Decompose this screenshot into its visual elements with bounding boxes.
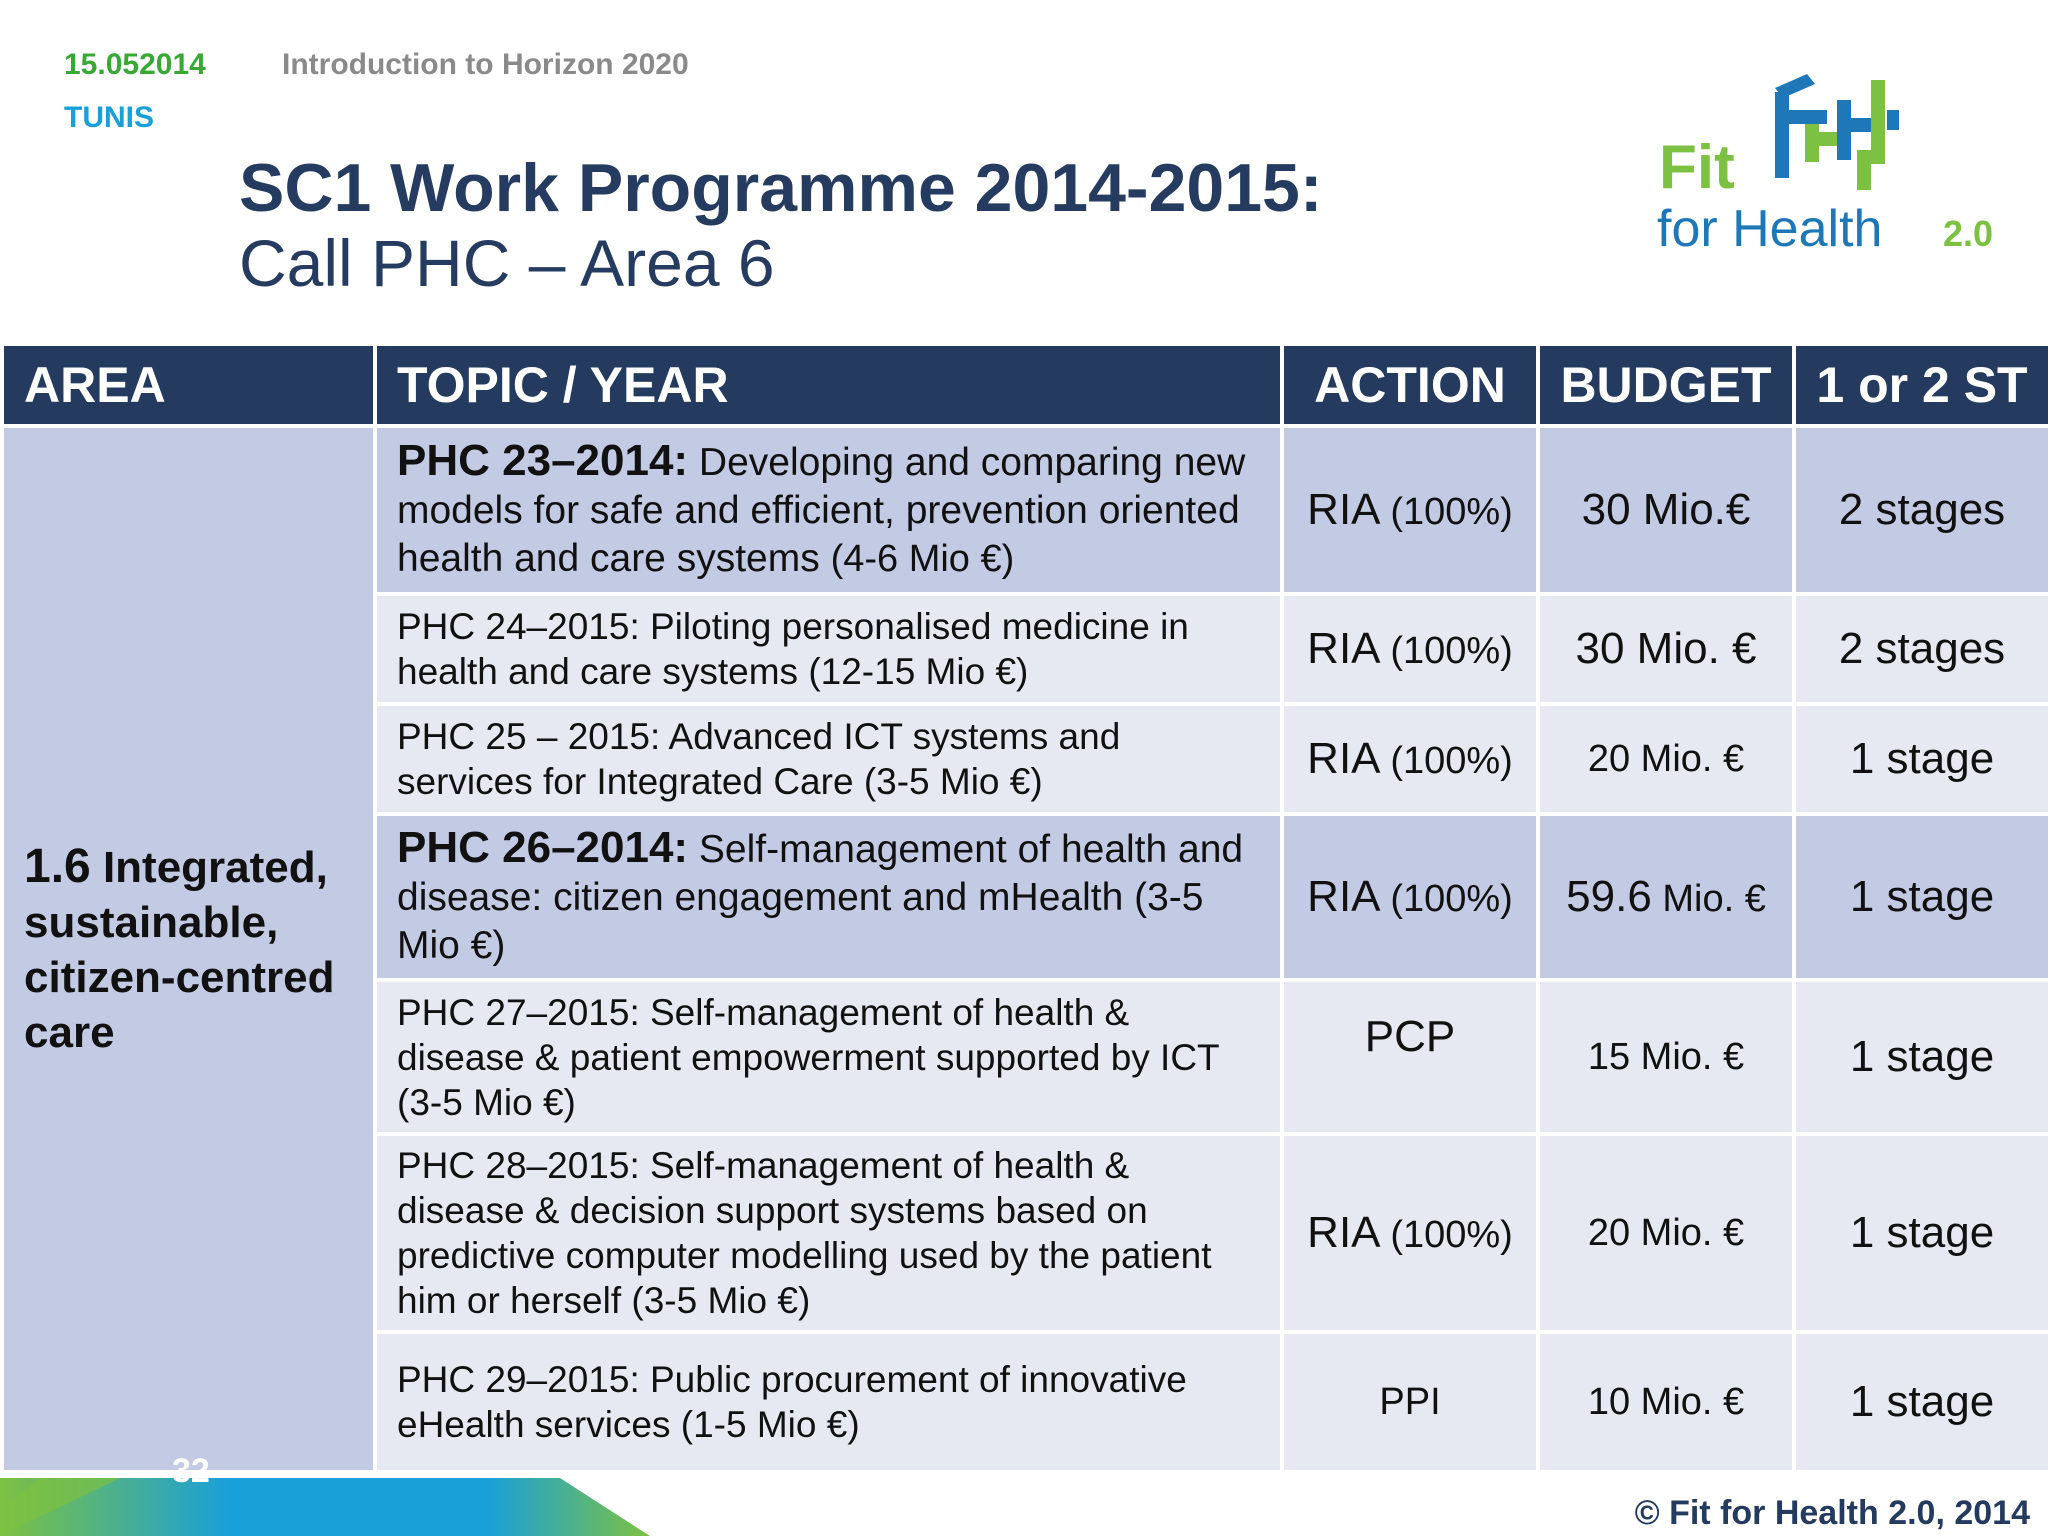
- slide-subtitle: Call PHC – Area 6: [239, 226, 775, 300]
- action-cell: RIA (100%): [1282, 594, 1538, 704]
- header-stages: 1 or 2 ST: [1794, 344, 2048, 426]
- header-topic-year: TOPIC / YEAR: [375, 344, 1282, 426]
- budget-cell: 15 Mio. €: [1538, 980, 1794, 1134]
- slide-title: SC1 Work Programme 2014-2015:: [239, 150, 1323, 226]
- action-cell: PPI: [1282, 1332, 1538, 1472]
- action-cell: RIA (100%): [1282, 1134, 1538, 1332]
- stages-cell: 2 stages: [1794, 426, 2048, 594]
- topic-cell: PHC 23–2014: Developing and comparing new models for safe and efficient, prevention oriented health and care systems (4-6 Mio €): [375, 426, 1282, 594]
- stages-cell: 1 stage: [1794, 704, 2048, 814]
- budget-cell: 20 Mio. €: [1538, 1134, 1794, 1332]
- stages-cell: 1 stage: [1794, 1134, 2048, 1332]
- work-programme-table: [0, 342, 2048, 1474]
- topic-cell: PHC 26–2014: Self-management of health and disease: citizen engagement and mHealth (3-5 Mio €): [375, 814, 1282, 980]
- slide-city: TUNIS: [64, 101, 154, 134]
- topic-cell: PHC 27–2015: Self-management of health & disease & patient empowerment supported by ICT (3-5 Mio €): [375, 980, 1282, 1134]
- page-number: 32: [172, 1452, 210, 1490]
- slide-subject: Introduction to Horizon 2020: [282, 48, 689, 81]
- logo-for-health-text: for Health: [1657, 200, 1883, 258]
- topic-cell: PHC 25 – 2015: Advanced ICT systems and services for Integrated Care (3-5 Mio €): [375, 704, 1282, 814]
- copyright-notice: © Fit for Health 2.0, 2014: [1634, 1494, 2030, 1532]
- logo-version-text: 2.0: [1943, 213, 1994, 254]
- fh-mark-icon: [1775, 74, 1899, 190]
- action-cell: PCP: [1282, 980, 1538, 1134]
- topic-cell: PHC 29–2015: Public procurement of innovative eHealth services (1-5 Mio €): [375, 1332, 1282, 1472]
- svg-text:for Health: [1657, 200, 1882, 258]
- table-row: [2, 426, 2048, 594]
- stages-cell: 1 stage: [1794, 980, 2048, 1134]
- action-cell: RIA (100%): [1282, 704, 1538, 814]
- header-budget: BUDGET: [1538, 344, 1794, 426]
- stages-cell: 2 stages: [1794, 594, 2048, 704]
- logo-fit-text: Fit: [1659, 133, 1735, 202]
- stages-cell: 1 stage: [1794, 1332, 2048, 1472]
- area-cell: 1.6 Integrated, sustainable, citizen-centred care: [2, 426, 375, 1472]
- header-action: ACTION: [1282, 344, 1538, 426]
- fit-for-health-logo: [1655, 70, 1995, 260]
- header-area: AREA: [2, 344, 375, 426]
- stages-cell: 1 stage: [1794, 814, 2048, 980]
- table-header-row: [2, 344, 2048, 426]
- topic-cell: PHC 24–2015: Piloting personalised medicine in health and care systems (12-15 Mio €): [375, 594, 1282, 704]
- budget-cell: 10 Mio. €: [1538, 1332, 1794, 1472]
- budget-cell: 30 Mio. €: [1538, 594, 1794, 704]
- slide-date: 15.052014: [64, 48, 206, 81]
- topic-cell: PHC 28–2015: Self-management of health & disease & decision support systems based on predictive computer modelling used by the patient him or herself (3-5 Mio €): [375, 1134, 1282, 1332]
- budget-cell: 20 Mio. €: [1538, 704, 1794, 814]
- action-cell: RIA (100%): [1282, 426, 1538, 594]
- budget-cell: 30 Mio.€: [1538, 426, 1794, 594]
- budget-cell: 59.6 Mio. €: [1538, 814, 1794, 980]
- action-cell: RIA (100%): [1282, 814, 1538, 980]
